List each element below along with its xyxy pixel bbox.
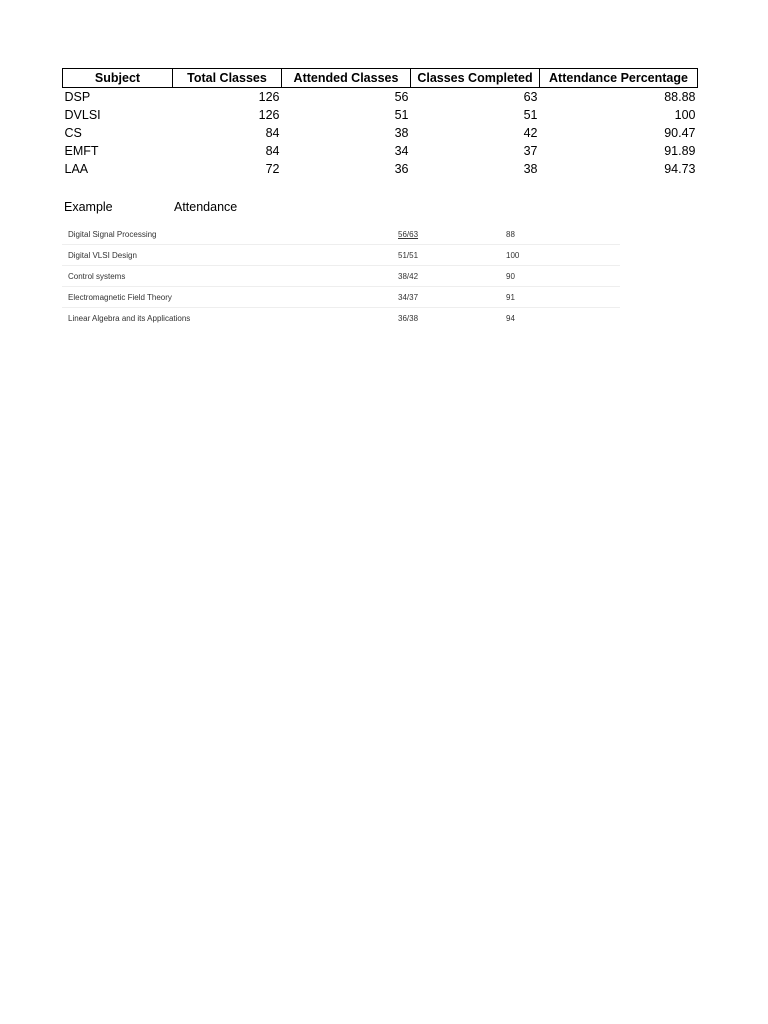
example-classes-ratio: 36/38 <box>398 313 419 323</box>
example-subject-name: Digital VLSI Design <box>62 245 392 266</box>
example-row <box>62 266 620 287</box>
example-row <box>62 308 620 329</box>
cell-subject: LAA <box>64 162 89 176</box>
example-percentage: 91 <box>500 287 620 308</box>
cell-subject: DVLSI <box>64 108 101 122</box>
example-row <box>62 224 620 245</box>
header-attendance-percentage: Attendance Percentage <box>540 69 698 88</box>
table-header-row <box>63 69 698 88</box>
table-row <box>63 124 698 142</box>
cell-classes-completed: 38 <box>523 162 538 176</box>
cell-subject: DSP <box>64 90 91 104</box>
header-subject: Subject <box>63 69 173 88</box>
cell-subject: CS <box>64 126 82 140</box>
cell-attendance-percentage: 90.47 <box>664 126 696 140</box>
header-attended-classes: Attended Classes <box>282 69 411 88</box>
example-classes-ratio: 38/42 <box>392 266 500 287</box>
cell-classes-completed: 42 <box>523 126 538 140</box>
cell-attendance-percentage: 100 <box>674 108 696 122</box>
cell-total-classes: 84 <box>265 144 280 158</box>
example-percentage: 94 <box>506 313 515 323</box>
cell-attended-classes: 36 <box>394 162 409 176</box>
example-subject-name: Digital Signal Processing <box>62 224 392 245</box>
example-percentage: 90 <box>500 266 620 287</box>
header-total-classes: Total Classes <box>173 69 282 88</box>
example-label: Example <box>64 200 113 214</box>
cell-classes-completed: 51 <box>523 108 538 122</box>
example-subject-name: Electromagnetic Field Theory <box>62 287 392 308</box>
cell-classes-completed: 37 <box>523 144 538 158</box>
cell-attended-classes: 51 <box>394 108 409 122</box>
cell-total-classes: 126 <box>258 108 280 122</box>
example-row <box>62 245 620 266</box>
example-classes-ratio: 51/51 <box>392 245 500 266</box>
example-classes-ratio: 34/37 <box>392 287 500 308</box>
example-subject-name: Linear Algebra and its Applications <box>68 313 191 323</box>
header-classes-completed: Classes Completed <box>411 69 540 88</box>
cell-attendance-percentage: 88.88 <box>664 90 696 104</box>
cell-attendance-percentage: 91.89 <box>664 144 696 158</box>
table-row <box>63 160 698 178</box>
example-row <box>62 287 620 308</box>
cell-attendance-percentage: 94.73 <box>664 162 696 176</box>
example-percentage: 100 <box>500 245 620 266</box>
attendance-table <box>62 68 698 178</box>
table-row <box>63 106 698 124</box>
table-row <box>63 142 698 160</box>
cell-classes-completed: 63 <box>523 90 538 104</box>
cell-subject: EMFT <box>64 144 99 158</box>
cell-attended-classes: 56 <box>394 90 409 104</box>
table-row <box>63 88 698 107</box>
example-subject-name: Control systems <box>62 266 392 287</box>
example-classes-ratio: 56/63 <box>392 224 500 245</box>
cell-total-classes: 72 <box>265 162 280 176</box>
cell-attended-classes: 34 <box>394 144 409 158</box>
example-percentage: 88 <box>500 224 620 245</box>
cell-total-classes: 126 <box>258 90 280 104</box>
cell-total-classes: 84 <box>265 126 280 140</box>
cell-attended-classes: 38 <box>394 126 409 140</box>
attendance-label: Attendance <box>174 200 238 214</box>
example-attendance-table <box>62 224 620 328</box>
